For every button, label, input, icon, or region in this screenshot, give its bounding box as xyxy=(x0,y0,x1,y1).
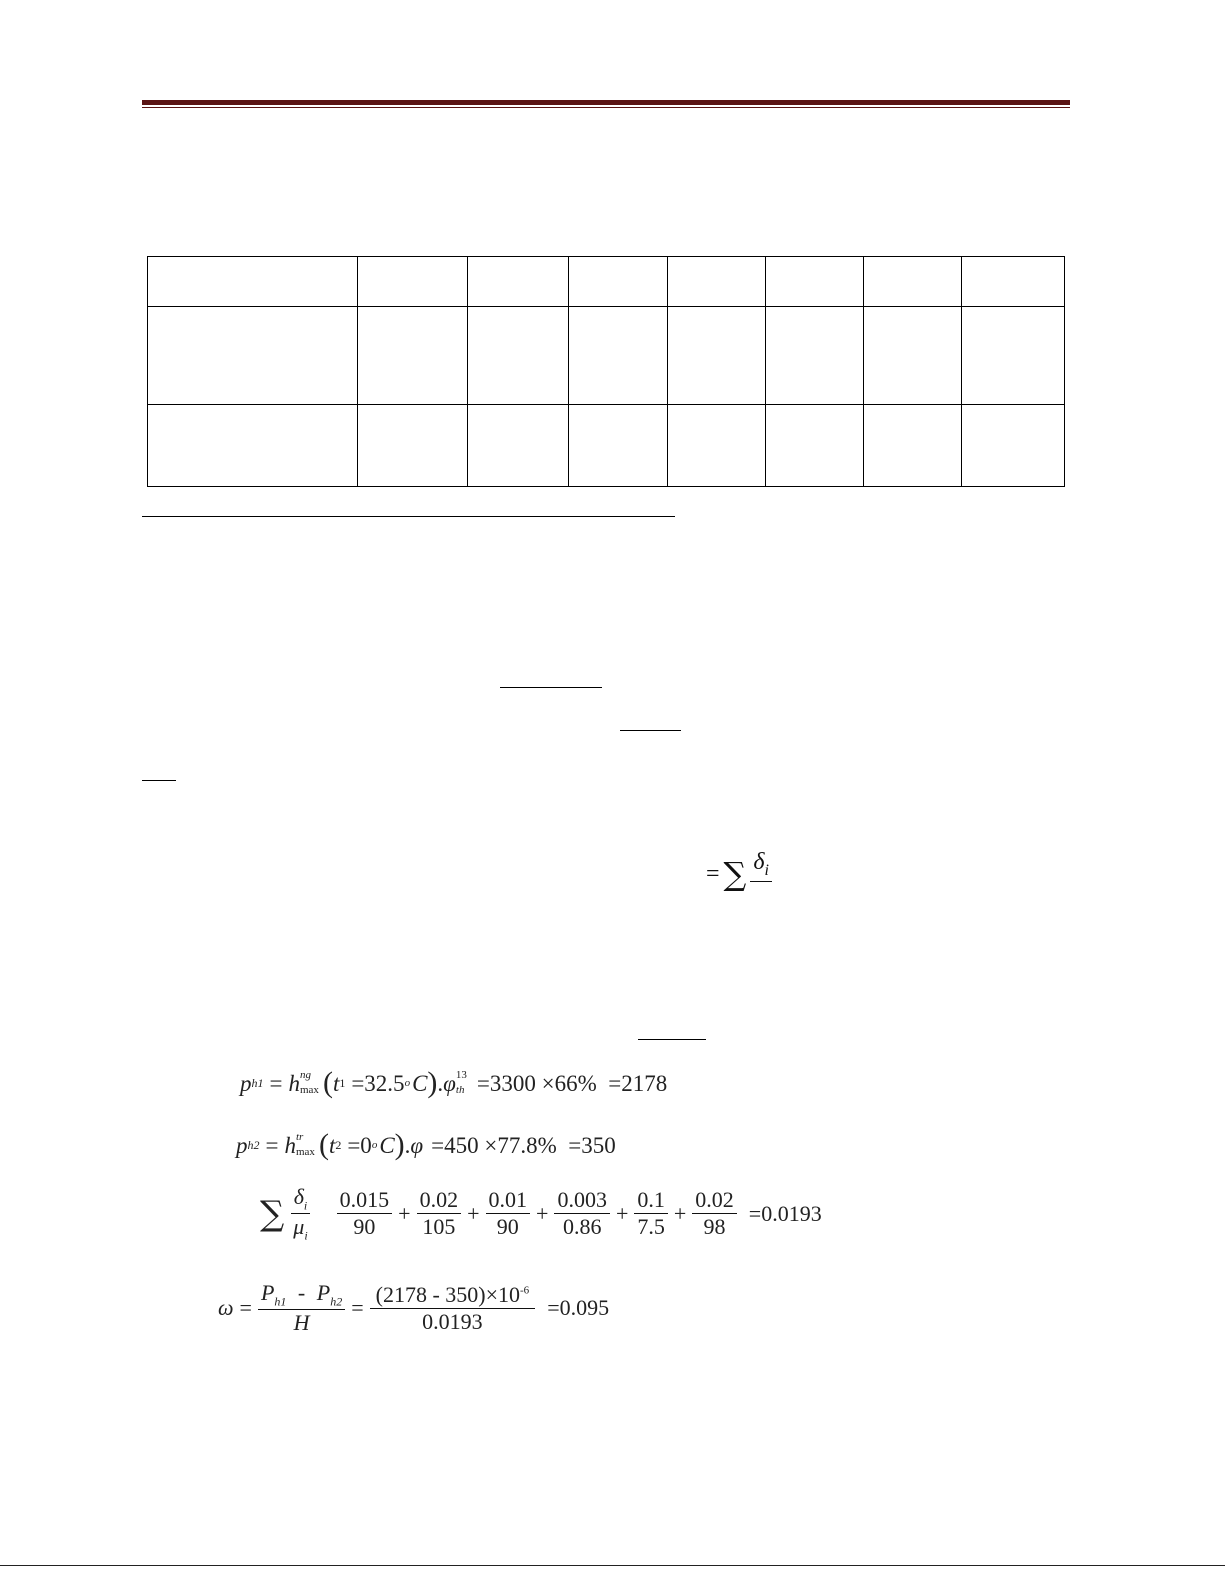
table-cell xyxy=(358,405,468,487)
text-underline xyxy=(638,1039,706,1040)
fraction-numerator: 0.01 xyxy=(486,1189,531,1214)
fraction xyxy=(337,1189,393,1238)
fraction-denominator xyxy=(290,1214,310,1241)
var-p: p xyxy=(236,1132,248,1158)
fraction-denominator: 105 xyxy=(422,1214,456,1240)
equation-sum-values xyxy=(260,1186,822,1242)
unit: C xyxy=(379,1132,395,1158)
subscript: th xyxy=(455,1084,465,1096)
sup-sub-stack xyxy=(296,1132,315,1158)
delta-symbol: δ xyxy=(753,849,765,875)
table-cell xyxy=(962,307,1065,405)
table-cell xyxy=(569,257,668,307)
table-cell xyxy=(148,307,358,405)
sup-sub-stack xyxy=(456,1070,467,1096)
dot: . xyxy=(404,1132,411,1158)
fraction-denominator: 90 xyxy=(496,1214,519,1240)
subscript: h1 xyxy=(251,1076,264,1090)
table-cell xyxy=(766,405,864,487)
dot: . xyxy=(437,1070,444,1096)
subscript: h2 xyxy=(330,1294,343,1309)
degree: o xyxy=(371,1138,378,1151)
equation-result: =0.0193 xyxy=(748,1200,822,1226)
fraction xyxy=(258,1282,345,1334)
table-cell xyxy=(358,307,468,405)
table-cell xyxy=(468,257,569,307)
mu-symbol: μ xyxy=(293,1214,305,1240)
var-t: t xyxy=(328,1132,336,1158)
plus-sign: + xyxy=(467,1200,480,1226)
table-cell xyxy=(962,257,1065,307)
sigma-symbol: ∑ xyxy=(260,1193,285,1234)
equals-sign: = xyxy=(239,1295,252,1321)
table-cell xyxy=(468,405,569,487)
exponent: -6 xyxy=(520,1284,530,1297)
unit: C xyxy=(412,1070,428,1096)
delta-symbol: δ xyxy=(293,1184,304,1209)
sigma-symbol: ∑ xyxy=(723,854,747,893)
equation-result: =0.095 xyxy=(547,1295,610,1321)
equals-sign: = xyxy=(265,1132,279,1158)
paren: ) xyxy=(394,1128,405,1161)
footer-rule xyxy=(0,1565,1225,1566)
fraction-denominator: 7.5 xyxy=(637,1214,665,1240)
subscript: max xyxy=(295,1146,315,1158)
table-cell xyxy=(468,307,569,405)
superscript: ng xyxy=(299,1069,311,1081)
subscript: h1 xyxy=(274,1294,287,1309)
table-row xyxy=(148,257,1065,307)
table-cell xyxy=(668,307,766,405)
sup-sub-stack xyxy=(300,1070,319,1096)
fraction xyxy=(554,1189,610,1238)
equals-sign: = xyxy=(351,1295,364,1321)
equation-sum xyxy=(706,850,772,898)
subscript: 2 xyxy=(335,1138,342,1152)
data-table xyxy=(147,256,1065,487)
subscript: h2 xyxy=(247,1138,260,1152)
fraction-numerator: 0.003 xyxy=(554,1189,610,1214)
subscript: i xyxy=(303,1198,308,1213)
fraction-numerator xyxy=(370,1281,536,1309)
equals-sign: = xyxy=(269,1070,283,1096)
fraction-denominator: 98 xyxy=(703,1214,726,1240)
table-cell xyxy=(668,257,766,307)
table-cell xyxy=(569,307,668,405)
table-cell xyxy=(358,257,468,307)
fraction xyxy=(486,1189,531,1238)
plus-sign: + xyxy=(673,1200,687,1226)
fraction-numerator: 0.02 xyxy=(692,1189,737,1214)
table-cell xyxy=(864,405,962,487)
value: =0 xyxy=(347,1132,372,1158)
table-row xyxy=(148,405,1065,487)
fraction xyxy=(417,1189,462,1238)
equals-sign: = xyxy=(706,860,720,887)
var-p: P xyxy=(260,1280,275,1305)
table-cell xyxy=(148,405,358,487)
superscript: 13 xyxy=(455,1069,467,1081)
text-underline xyxy=(620,730,681,731)
phi-symbol: φ xyxy=(410,1132,424,1158)
paren: ) xyxy=(427,1066,438,1099)
fraction-denominator xyxy=(758,882,764,898)
equation-ph2 xyxy=(236,1130,616,1160)
paren: ( xyxy=(322,1066,333,1099)
fraction-numerator xyxy=(750,850,772,882)
fraction xyxy=(692,1189,737,1238)
omega-symbol: ω xyxy=(218,1295,234,1321)
table-row xyxy=(148,307,1065,405)
fraction xyxy=(634,1189,668,1238)
var-h: h xyxy=(288,1070,300,1096)
table-cell xyxy=(569,405,668,487)
subscript: i xyxy=(764,861,769,879)
fraction-numerator: 0.015 xyxy=(337,1189,393,1214)
var-p: P xyxy=(316,1280,331,1305)
equation-rhs: =3300 ×66% =2178 xyxy=(476,1070,668,1096)
value: =32.5 xyxy=(351,1070,405,1096)
fraction-denominator: 0.86 xyxy=(562,1214,602,1240)
text-underline xyxy=(142,780,176,781)
fraction-numerator: 0.1 xyxy=(634,1189,668,1214)
fraction xyxy=(750,850,772,898)
header-rule xyxy=(142,100,1070,105)
plus-sign: + xyxy=(536,1200,549,1226)
minus-sign: - xyxy=(297,1280,306,1305)
fraction xyxy=(370,1281,536,1334)
table-cell xyxy=(766,257,864,307)
equation-rhs: =450 ×77.8% =350 xyxy=(431,1132,616,1158)
table-cell xyxy=(962,405,1065,487)
table-cell xyxy=(864,307,962,405)
phi-symbol: φ xyxy=(443,1070,456,1096)
subscript: max xyxy=(299,1084,319,1096)
plus-sign: + xyxy=(398,1200,411,1226)
table-cell xyxy=(668,405,766,487)
fraction-numerator: 0.02 xyxy=(417,1189,462,1214)
plus-sign: + xyxy=(615,1200,629,1226)
var-t: t xyxy=(332,1070,340,1096)
numerator-value: (2178 - 350)×10 xyxy=(375,1281,521,1307)
superscript: tr xyxy=(295,1131,304,1143)
text-underline xyxy=(500,687,602,688)
table-cell xyxy=(864,257,962,307)
paren: ( xyxy=(318,1128,329,1161)
subscript: i xyxy=(304,1228,308,1243)
fraction-denominator: 0.0193 xyxy=(422,1308,483,1334)
section-underline xyxy=(142,516,675,517)
fraction-denominator: H xyxy=(293,1310,310,1336)
var-p: p xyxy=(240,1070,252,1096)
table-cell xyxy=(148,257,358,307)
degree: o xyxy=(404,1076,411,1089)
var-h: h xyxy=(284,1132,296,1158)
subscript: 1 xyxy=(339,1076,346,1090)
fraction xyxy=(290,1186,310,1242)
fraction-numerator xyxy=(258,1282,345,1310)
equation-ph1 xyxy=(240,1068,667,1098)
table-cell xyxy=(766,307,864,405)
fraction-numerator xyxy=(291,1186,311,1214)
equation-omega xyxy=(218,1282,609,1334)
fraction-denominator: 90 xyxy=(353,1214,376,1240)
header-rule-thin xyxy=(142,107,1070,108)
